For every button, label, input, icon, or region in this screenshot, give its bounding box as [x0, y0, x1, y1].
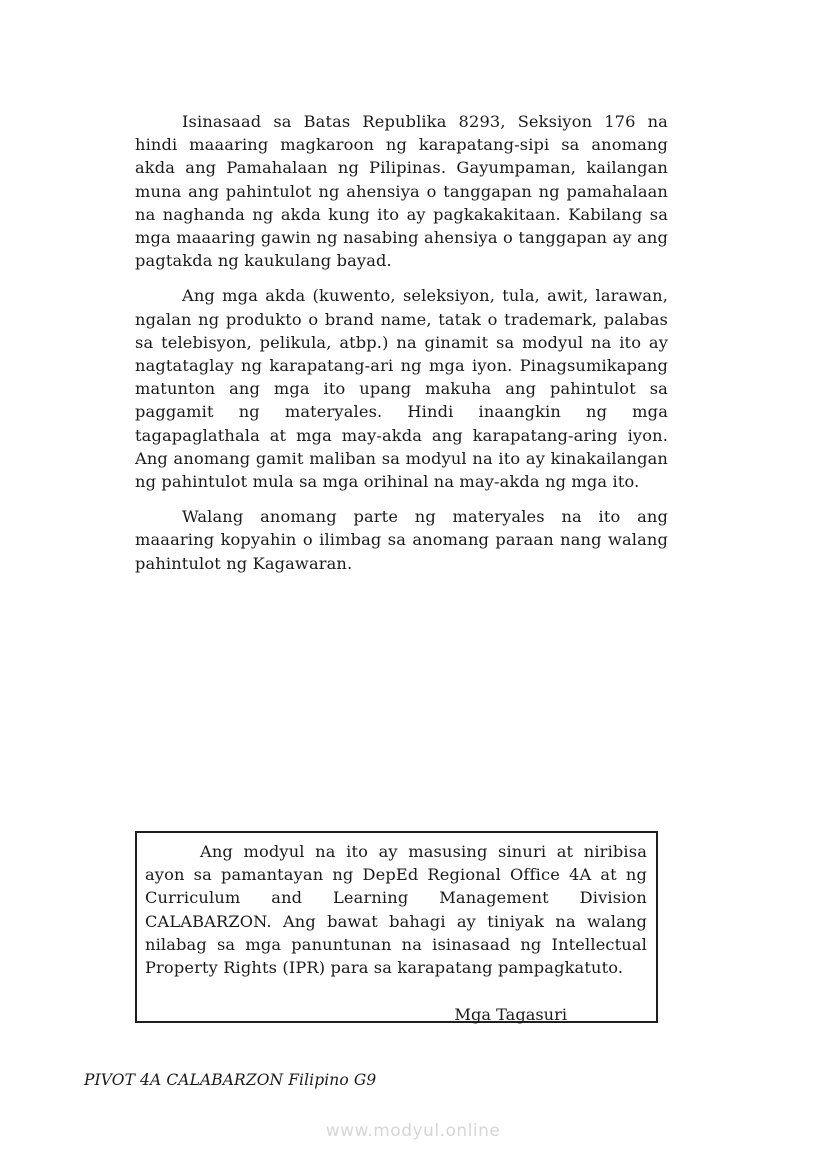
notice-signature: Mga Tagasuri [454, 1005, 567, 1025]
paragraph-republic-act: Isinasaad sa Batas Republika 8293, Seksiyon 176 na hindi maaaring magkaroon ng karapatang-sipi sa anomang akda ang Pamahalaan ng Pilipinas. Gayumpaman, kailangan muna ang pahintulot ng ahensiya o tanggapan ng pamahalaan na naghanda ng akda kung ito ay pagkakakitaan. Kabilang sa mga maaaring gawin ng nasabing ahensiya o tanggapan ay ang pagtakda ng kaukulang bayad. [135, 112, 668, 271]
review-notice-box [135, 831, 658, 1023]
paragraph-no-copying: Walang anomang parte ng materyales na ito ang maaaring kopyahin o ilimbag sa anomang paraan nang walang pahintulot ng Kagawaran. [135, 507, 668, 573]
copyright-text-block [135, 110, 668, 587]
site-watermark: www.modyul.online [325, 1121, 501, 1141]
page-footer-label: PIVOT 4A CALABARZON Filipino G9 [84, 1071, 377, 1089]
paragraph-works-attribution: Ang mga akda (kuwento, seleksiyon, tula, awit, larawan, ngalan ng produkto o brand name, tatak o trademark, palabas sa telebisyon, pelikula, atbp.) na ginamit sa modyul na ito ay nagtataglay ng karapatang-ari ng mga iyon. Pinagsumikapang matunton ang mga ito upang makuha ang pahintulot sa paggamit ng materyales. Hindi inaangkin ng mga tagapaglathala at mga may-akda ang karapatang-aring iyon. Ang anomang gamit maliban sa modyul na ito ay kinakailangan ng pahintulot mula sa mga orihinal na may-akda ng mga ito. [135, 286, 668, 492]
notice-body-text: Ang modyul na ito ay masusing sinuri at niribisa ayon sa pamantayan ng DepEd Regional Office 4A at ng Curriculum and Learning Management Division CALABARZON. Ang bawat bahagi ay tiniyak na walang nilabag sa mga panuntunan na isinasaad ng Intellectual Property Rights (IPR) para sa karapatang pampagkatuto. [145, 842, 647, 978]
